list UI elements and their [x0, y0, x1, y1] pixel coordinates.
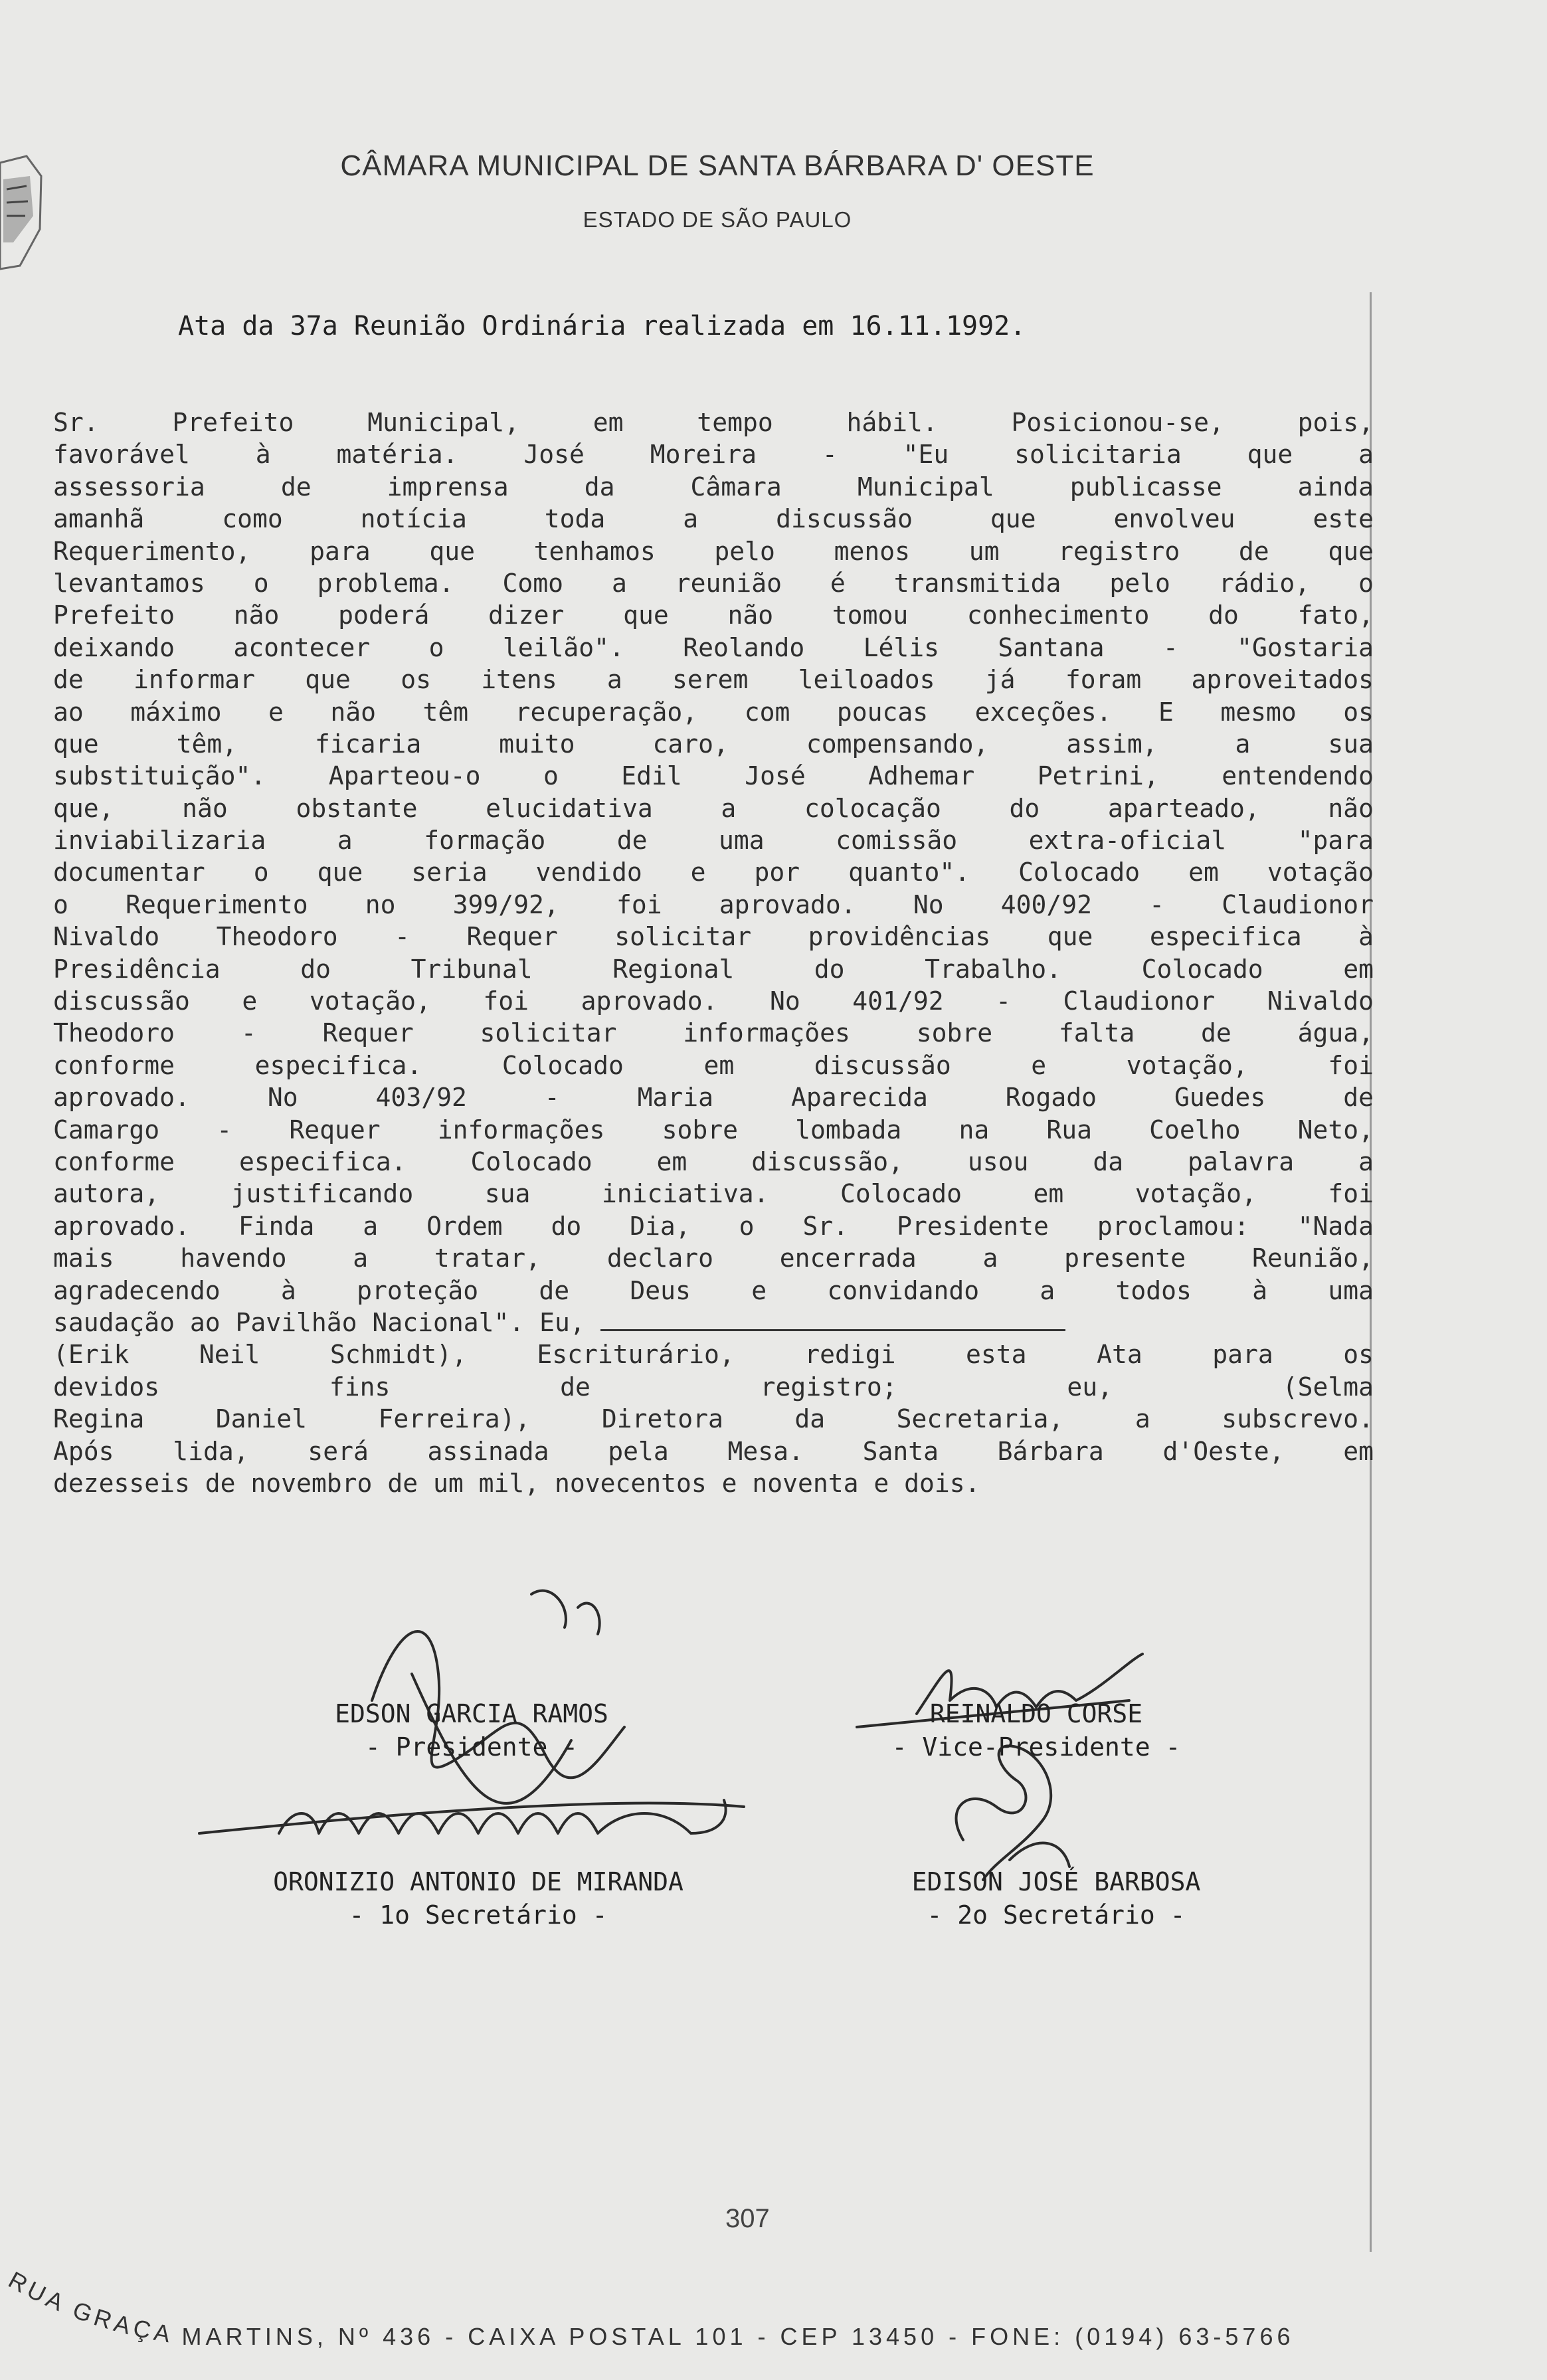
svg-text:RUA GRAÇA MARTINS, Nº 436 - CA [4, 2266, 1295, 2350]
document-body [53, 407, 1374, 1499]
signer-name: REINALDO CORSE [929, 1699, 1143, 1728]
signature-block-first-secretary [199, 1865, 757, 1932]
state-header: ESTADO DE SÃO PAULO [583, 207, 852, 232]
signer-role: - Vice-Presidente - [891, 1732, 1181, 1762]
text-line: (Erik Neil Schmidt), Escriturário, redigi esta Ata para os [53, 1340, 1374, 1370]
text-line: Regina Daniel Ferreira), Diretora da Secretaria, a subscrevo. [53, 1404, 1374, 1434]
text-line: deixando acontecer o leilão". Reolando Lélis Santana - "Gostaria [53, 632, 1374, 662]
text-line: ao máximo e não têm recuperação, com poucas exceções. E mesmo os [53, 697, 1374, 727]
footer-address-text: RUA GRAÇA MARTINS, Nº 436 - CAIXA POSTAL 101 - CEP 13450 - FONE: (0194) 63-5766 [4, 2266, 1295, 2350]
text-line: discussão e votação, foi aprovado. No 401/92 - Claudionor Nivaldo [53, 986, 1374, 1016]
signer-name: EDISON JOSÉ BARBOSA [911, 1867, 1201, 1896]
text-line: Theodoro - Requer solicitar informações sobre falta de água, [53, 1018, 1374, 1048]
signature-block-president [239, 1697, 704, 1764]
signature-blank-line [600, 1328, 1065, 1331]
page-number: 307 [725, 2204, 770, 2233]
text-line: que, não obstante elucidativa a colocação do aparteado, não [53, 793, 1374, 823]
text-line: Requerimento, para que tenhamos pelo menos um registro de que [53, 536, 1374, 566]
text-line: agradecendo à proteção de Deus e convidando a todos à uma [53, 1275, 1374, 1305]
text-line: aprovado. No 403/92 - Maria Aparecida Rogado Guedes de [53, 1083, 1374, 1113]
text-line: o Requerimento no 399/92, foi aprovado. No 400/92 - Claudionor [53, 889, 1374, 919]
signer-role: - 2o Secretário - [927, 1900, 1186, 1930]
text-line: Sr. Prefeito Municipal, em tempo hábil. Posicionou-se, pois, [53, 408, 1374, 437]
text-line: Presidência do Tribunal Regional do Trabalho. Colocado em [53, 954, 1374, 984]
text-line: conforme especifica. Colocado em discussão, usou da palavra a [53, 1146, 1374, 1176]
text-line: Prefeito não poderá dizer que não tomou conhecimento do fato, [53, 600, 1374, 630]
footer-address [0, 2219, 1547, 2380]
text-line: de informar que os itens a serem leiloados já foram aproveitados [53, 665, 1374, 695]
text-line: aprovado. Finda a Ordem do Dia, o Sr. Presidente proclamou: "Nada [53, 1211, 1374, 1241]
signature-block-vice-president [844, 1697, 1229, 1764]
text-line: devidos fins de registro; eu, (Selma [53, 1372, 1374, 1402]
text-line: inviabilizaria a formação de uma comissão extra-oficial "para [53, 826, 1374, 856]
text-line: levantamos o problema. Como a reunião é transmitida pelo rádio, o [53, 568, 1374, 598]
text-line: Após lida, será assinada pela Mesa. Santa Bárbara d'Oeste, em [53, 1436, 1374, 1466]
text-line: conforme especifica. Colocado em discussão e votação, foi [53, 1050, 1374, 1080]
text-line: saudação ao Pavilhão Nacional". Eu, [53, 1307, 1374, 1338]
text-line: dezesseis de novembro de um mil, novecentos e noventa e dois. [53, 1468, 980, 1498]
signature-block-second-secretary [850, 1865, 1262, 1932]
text-line: favorável à matéria. José Moreira - "Eu solicitaria que a [53, 440, 1374, 470]
text-line: assessoria de imprensa da Câmara Municipal publicasse ainda [53, 472, 1374, 502]
signer-role: - 1o Secretário - [349, 1900, 608, 1930]
signer-name: EDSON GARCIA RAMOS [335, 1699, 608, 1728]
text-line: Nivaldo Theodoro - Requer solicitar providências que especifica à [53, 922, 1374, 952]
text-line: documentar o que seria vendido e por quanto". Colocado em votação [53, 858, 1374, 887]
organization-header: CÂMARA MUNICIPAL DE SANTA BÁRBARA D' OESTE [340, 149, 1095, 182]
text-line: Camargo - Requer informações sobre lombada na Rua Coelho Neto, [53, 1115, 1374, 1144]
text-line: substituição". Aparteou-o o Edil José Adhemar Petrini, entendendo [53, 761, 1374, 791]
signer-name: ORONIZIO ANTONIO DE MIRANDA [273, 1867, 683, 1896]
document-title: Ata da 37a Reunião Ordinária realizada em 16.11.1992. [178, 311, 1026, 341]
text-line: que têm, ficaria muito caro, compensando, assim, a sua [53, 729, 1374, 759]
text-line: mais havendo a tratar, declaro encerrada a presente Reunião, [53, 1243, 1374, 1273]
text-line: amanhã como notícia toda a discussão que envolveu este [53, 504, 1374, 534]
signer-role: - Presidente - [365, 1732, 579, 1762]
text-line: autora, justificando sua iniciativa. Colocado em votação, foi [53, 1179, 1374, 1209]
